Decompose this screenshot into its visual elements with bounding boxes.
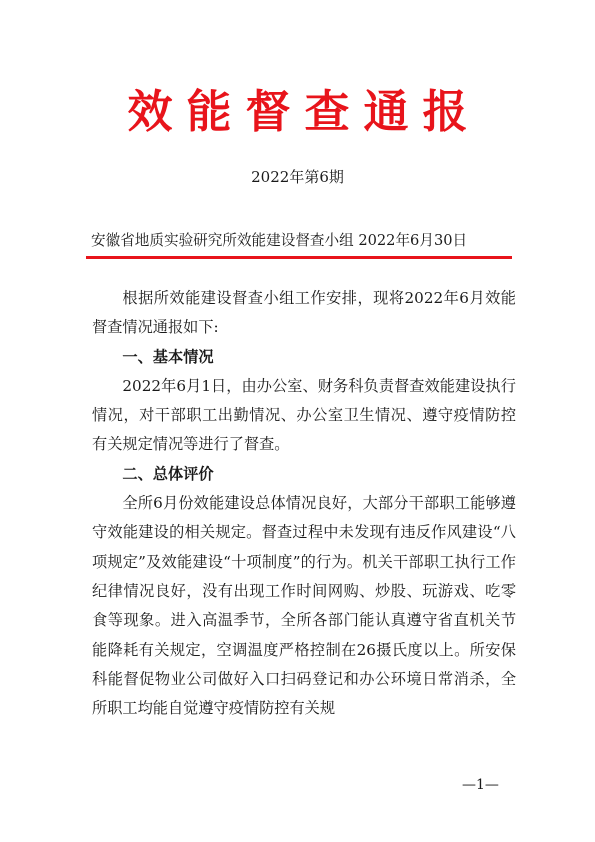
red-divider [86,256,512,259]
section-paragraph-basic: 2022年6月1日，由办公室、财务科负责督查效能建设执行情况，对干部职工出勤情况、办公室卫生情况、遵守疫情防控有关规定情况等进行了督查。 [92,376,516,454]
page-title: 效能督查通报 [127,85,482,138]
section-heading-basic: 一、基本情况 [122,347,214,366]
section-paragraph-evaluation: 全所6月份效能建设总体情况良好，大部分干部职工能够遵守效能建设的相关规定。督查过程中未发现有违反作风建设“八项规定”及效能建设“十项制度”的行为。机关干部职工执行工作纪律情况良好，没有出现工作时间网购、炒股、玩游戏、吃零食等现象。进入高温季节，全所各部门能认真遵守省直机关节能降耗有关规定，空调温度严格控制在26摄氏度以上。所安保科能督促物业公司做好入口扫码登记和办公环境日常消杀，全所职工均能自觉遵守疫情防控有关规 [92,494,516,718]
issue-number: 2022年第6期 [251,168,344,186]
section-heading-evaluation: 二、总体评价 [122,464,214,483]
page-number: —1— [462,777,499,793]
issuer-and-date: 安徽省地质实验研究所效能建设督查小组 2022年6月30日 [91,232,468,249]
document-body [92,284,516,723]
intro-paragraph: 根据所效能建设督查小组工作安排，现将2022年6月效能督查情况通报如下: [92,289,516,337]
